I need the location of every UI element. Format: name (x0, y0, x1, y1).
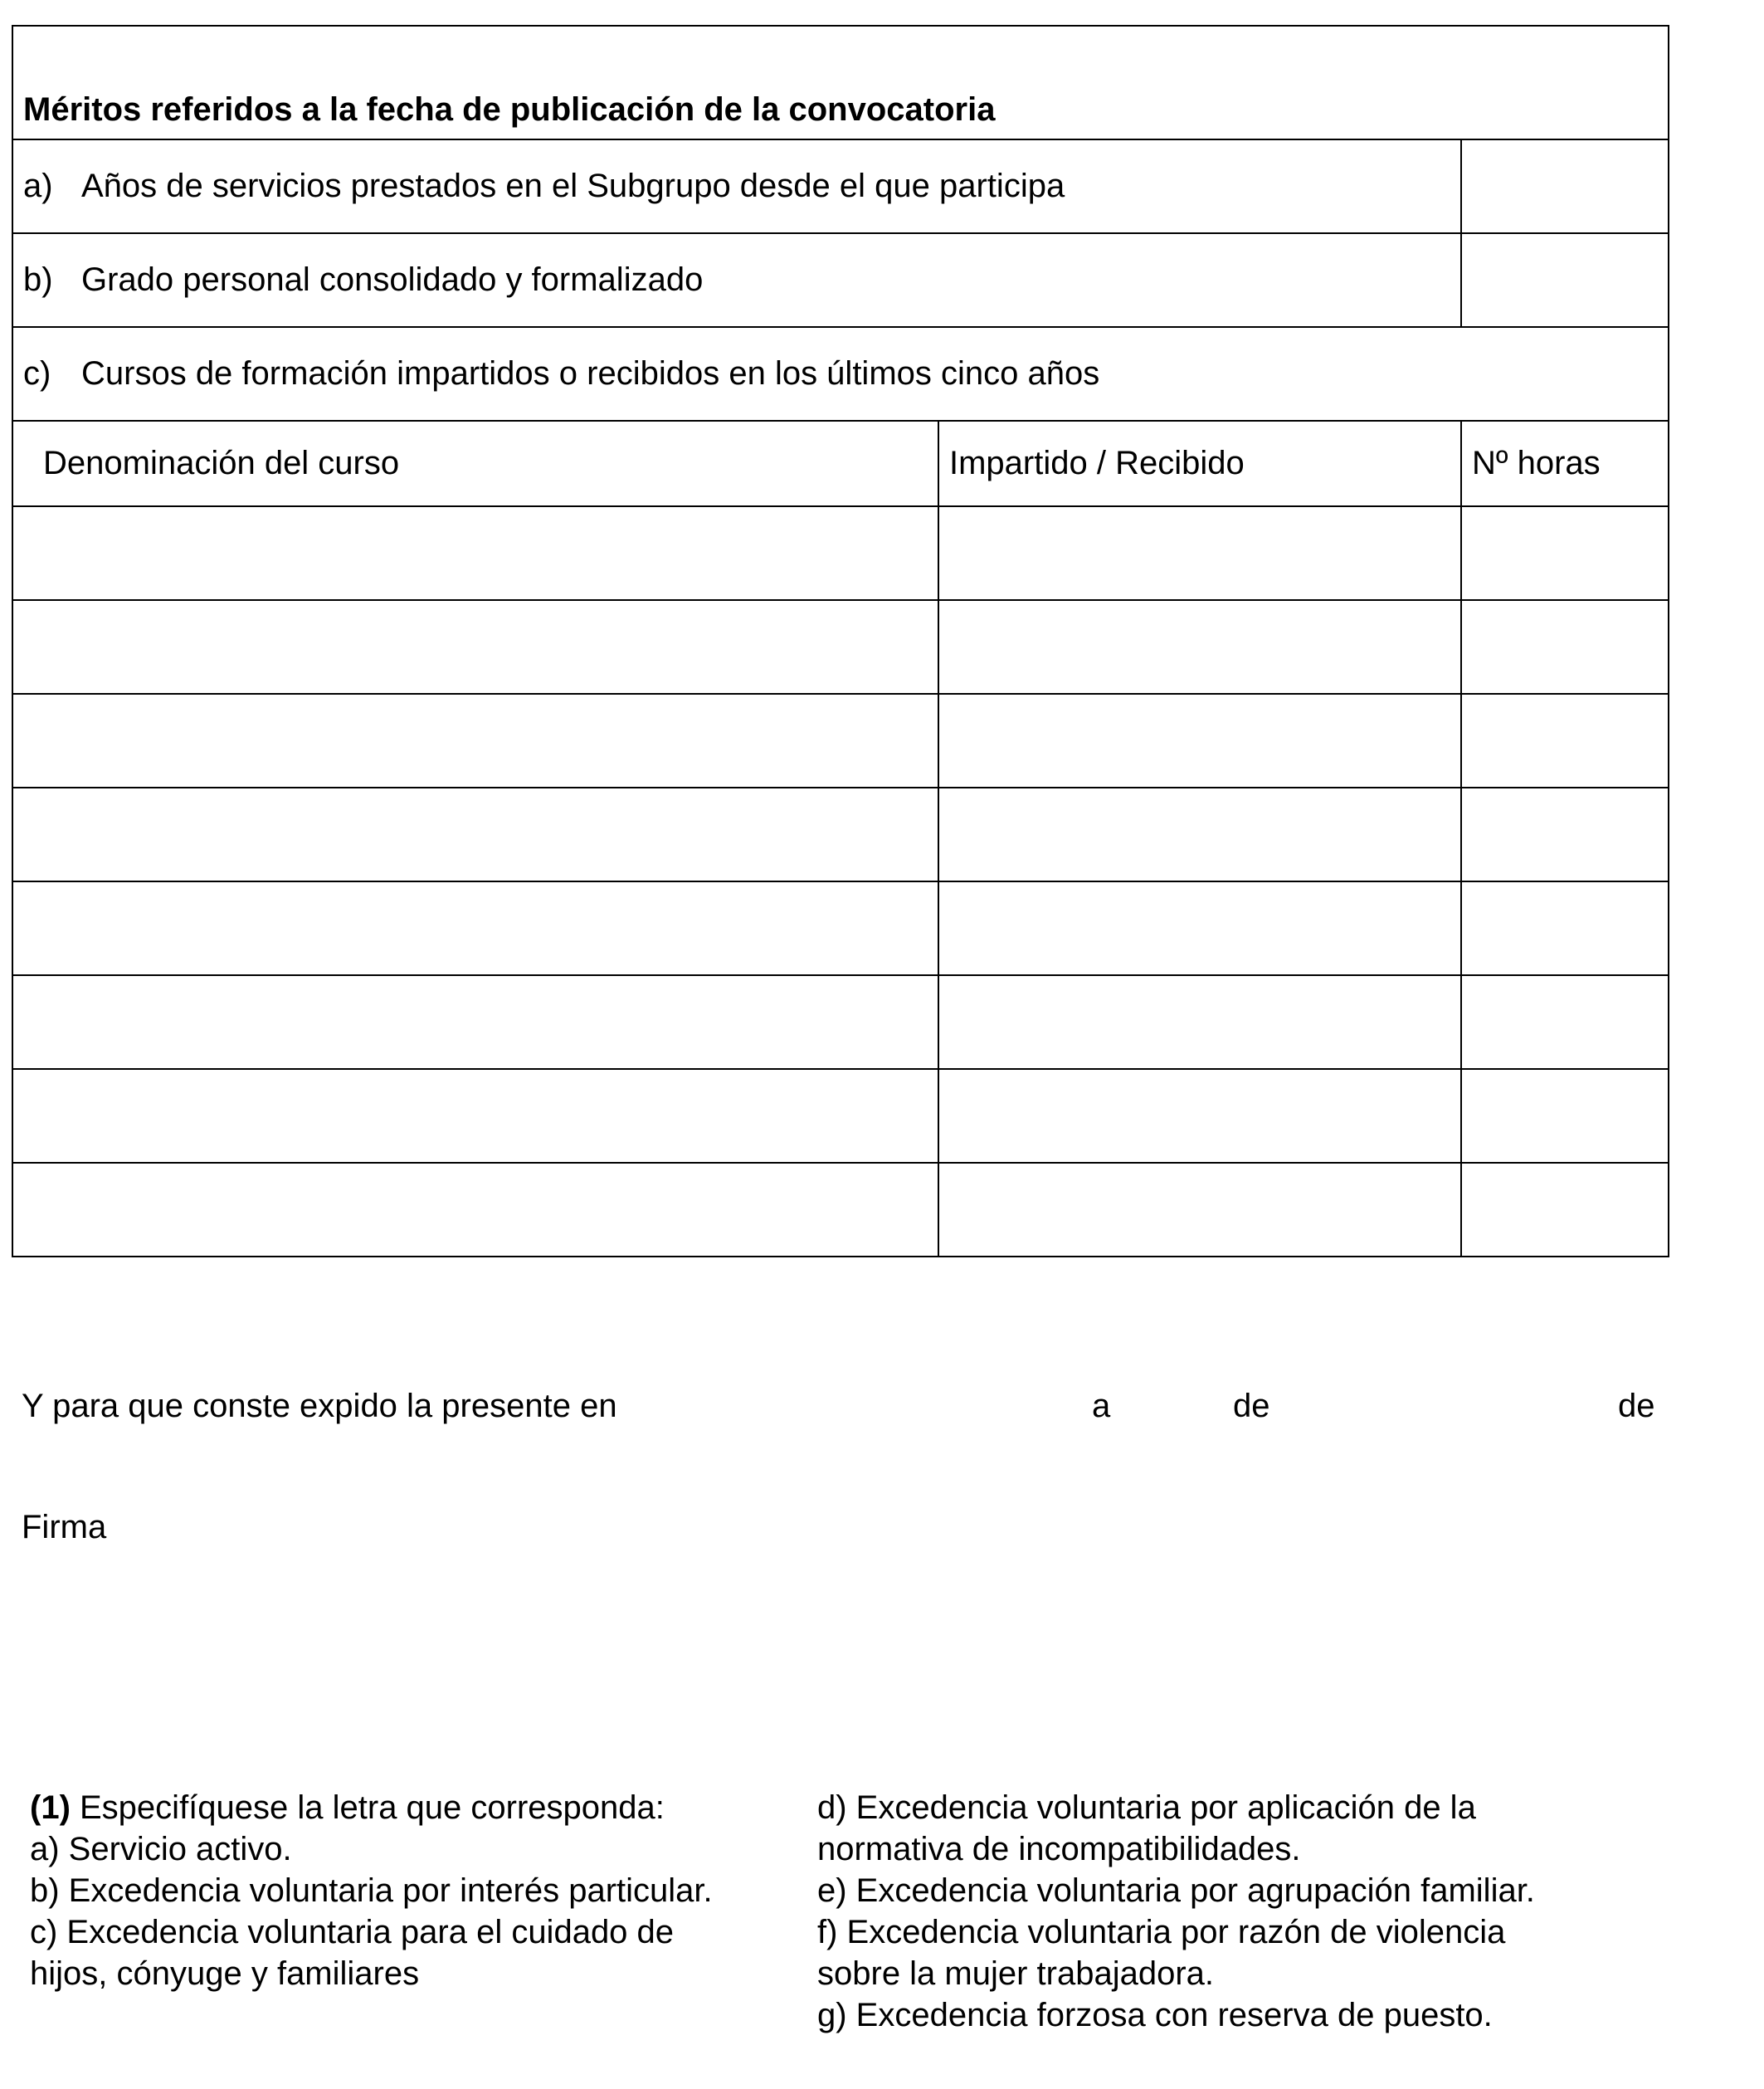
merit-a-label (12, 139, 1461, 233)
course-type-cell[interactable] (938, 881, 1461, 975)
notes-item: b) Excedencia voluntaria por interés particular. (30, 1872, 713, 1909)
course-hours-cell[interactable] (1461, 1069, 1669, 1163)
course-row (12, 788, 1669, 881)
course-type-cell[interactable] (938, 975, 1461, 1069)
course-type-cell[interactable] (938, 600, 1461, 694)
courses-header-row (12, 421, 1669, 506)
column-header-hours: Nº horas (1461, 421, 1669, 506)
statement-de-month: de (1233, 1388, 1270, 1424)
statement-de-year: de (1618, 1388, 1655, 1424)
course-row (12, 1069, 1669, 1163)
course-hours-cell[interactable] (1461, 788, 1669, 881)
merit-c-text: Cursos de formación impartidos o recibidos en los últimos cinco años (81, 355, 1100, 392)
course-type-cell[interactable] (938, 788, 1461, 881)
course-hours-cell[interactable] (1461, 694, 1669, 788)
course-denomination-cell[interactable] (12, 881, 938, 975)
merit-b-label (12, 233, 1461, 327)
merit-a-value-cell[interactable] (1461, 139, 1669, 233)
merit-c-label (12, 327, 1669, 421)
table-title: Méritos referidos a la fecha de publicación de la convocatoria (12, 26, 1669, 139)
course-denomination-cell[interactable] (12, 788, 938, 881)
course-row (12, 975, 1669, 1069)
course-row (12, 600, 1669, 694)
merit-b-text: Grado personal consolidado y formalizado (81, 261, 704, 298)
course-denomination-cell[interactable] (12, 506, 938, 600)
merit-b-letter: b) (23, 261, 53, 298)
course-denomination-cell[interactable] (12, 1069, 938, 1163)
course-type-cell[interactable] (938, 506, 1461, 600)
column-header-type: Impartido / Recibido (938, 421, 1461, 506)
notes-item: sobre la mujer trabajadora. (817, 1955, 1215, 1992)
notes-item: f) Excedencia voluntaria por razón de violencia (817, 1914, 1506, 1950)
merit-a-text: Años de servicios prestados en el Subgrupo desde el que participa (81, 168, 1065, 204)
course-row (12, 506, 1669, 600)
column-header-denomination: Denominación del curso (12, 421, 938, 506)
statement-text: Y para que conste expido la presente en (22, 1388, 617, 1424)
notes-intro-text: Especifíquese la letra que corresponda: (70, 1789, 665, 1826)
course-hours-cell[interactable] (1461, 881, 1669, 975)
notes-item: hijos, cónyuge y familiares (30, 1955, 420, 1992)
course-denomination-cell[interactable] (12, 1163, 938, 1257)
course-hours-cell[interactable] (1461, 506, 1669, 600)
course-type-cell[interactable] (938, 1163, 1461, 1257)
notes-intro (30, 1787, 810, 1828)
course-type-cell[interactable] (938, 694, 1461, 788)
notes-item: c) Excedencia voluntaria para el cuidado de (30, 1914, 675, 1950)
course-type-cell[interactable] (938, 1069, 1461, 1163)
notes-item: g) Excedencia forzosa con reserva de puesto. (817, 1997, 1493, 2033)
notes-item: a) Servicio activo. (30, 1831, 292, 1867)
notes-right-column (817, 1787, 1730, 2036)
notes-left-column (30, 1787, 810, 1994)
notes-item: normativa de incompatibilidades. (817, 1831, 1301, 1867)
course-hours-cell[interactable] (1461, 1163, 1669, 1257)
merit-a-letter: a) (23, 168, 53, 204)
signature-label: Firma (22, 1509, 107, 1545)
course-hours-cell[interactable] (1461, 600, 1669, 694)
merits-table (12, 25, 1669, 1257)
course-row (12, 1163, 1669, 1257)
notes-item: d) Excedencia voluntaria por aplicación de la (817, 1789, 1476, 1826)
course-hours-cell[interactable] (1461, 975, 1669, 1069)
course-row (12, 881, 1669, 975)
table-title-row (12, 26, 1669, 139)
merit-b-value-cell[interactable] (1461, 233, 1669, 327)
merit-row-b (12, 233, 1669, 327)
notes-item: e) Excedencia voluntaria por agrupación familiar. (817, 1872, 1535, 1909)
merit-row-c (12, 327, 1669, 421)
course-denomination-cell[interactable] (12, 600, 938, 694)
issuance-statement (22, 1388, 1664, 1434)
statement-a: a (1092, 1388, 1111, 1424)
course-row (12, 694, 1669, 788)
merit-row-a (12, 139, 1669, 233)
course-denomination-cell[interactable] (12, 694, 938, 788)
course-denomination-cell[interactable] (12, 975, 938, 1069)
notes-marker: (1) (30, 1789, 71, 1826)
merit-c-letter: c) (23, 355, 51, 392)
